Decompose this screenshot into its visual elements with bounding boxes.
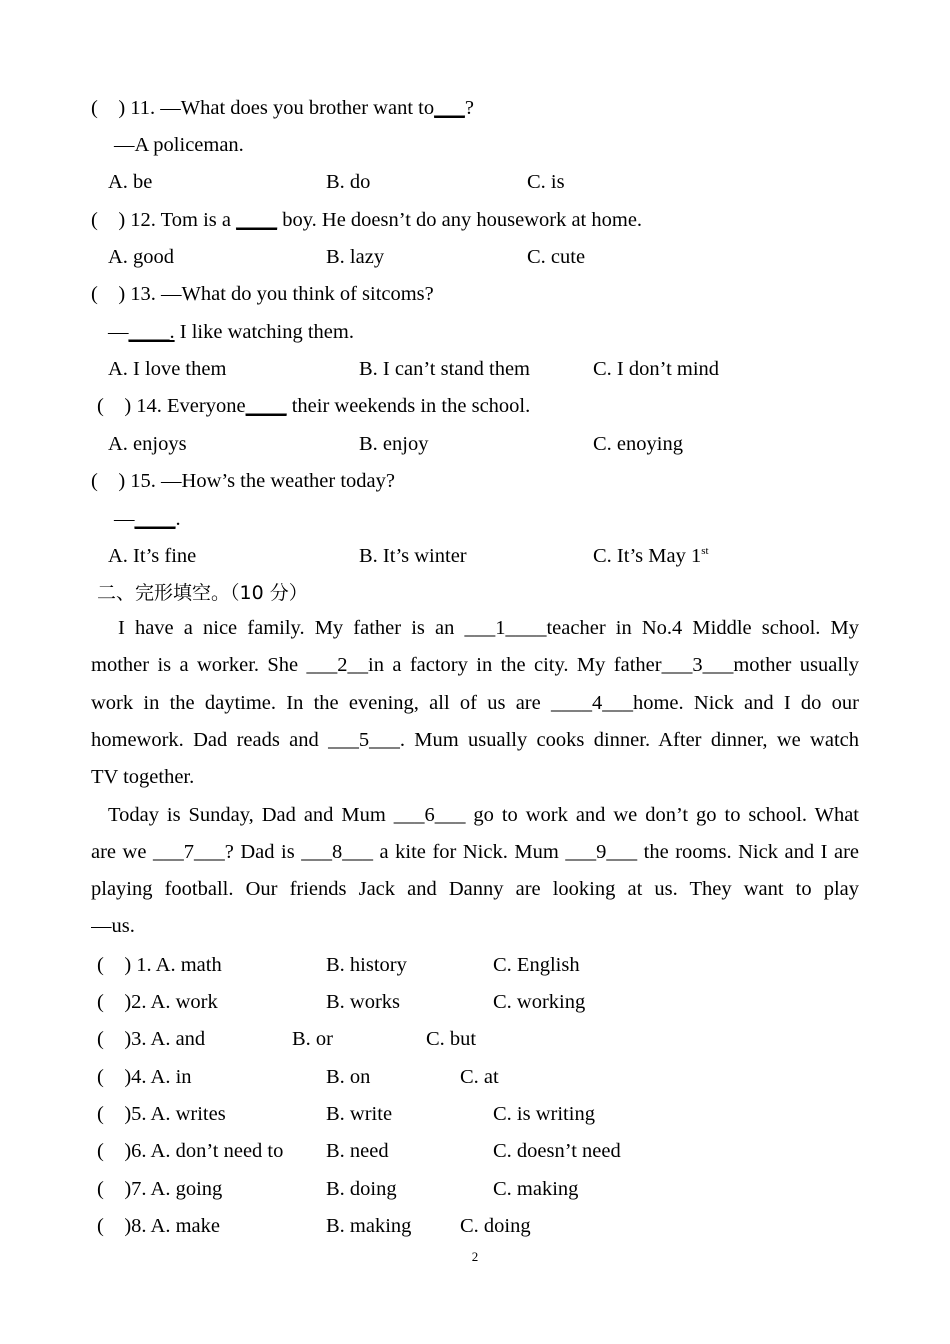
question-14: ( ) 14. Everyone____ their weekends in the school. xyxy=(97,395,531,417)
cloze-q3-option-b: B. or xyxy=(292,1028,333,1050)
question-11-option-b: B. do xyxy=(326,171,371,193)
question-12-option-b: B. lazy xyxy=(326,246,385,268)
cloze-q2: ( )2. A. work xyxy=(97,991,218,1013)
cloze-q8: ( )8. A. make xyxy=(97,1215,220,1237)
cloze-q7: ( )7. A. going xyxy=(97,1178,223,1200)
question-12-option-c: C. cute xyxy=(527,246,586,268)
question-11: ( ) 11. —What does you brother want to___? xyxy=(91,97,474,119)
question-14-option-b: B. enjoy xyxy=(359,433,429,455)
passage-line: are we ___7___? Dad is ___8___ a kite for Nick. Mum ___9___ the rooms. Nick and I are xyxy=(91,841,859,863)
question-12: ( ) 12. Tom is a ____ boy. He doesn’t do any housework at home. xyxy=(91,209,643,231)
question-11-answer: —A policeman. xyxy=(114,134,244,156)
question-11-option-c: C. is xyxy=(527,171,565,193)
passage-line: playing football. Our friends Jack and Danny are looking at us. They want to play xyxy=(91,878,859,900)
question-15-option-a: A. It’s fine xyxy=(108,545,197,567)
question-12-option-a: A. good xyxy=(108,246,175,268)
cloze-q5: ( )5. A. writes xyxy=(97,1103,226,1125)
passage-line: mother is a worker. She ___2__in a factory in the city. My father___3___mother usually xyxy=(91,654,859,676)
question-15-option-c: C. It’s May 1st xyxy=(593,545,709,567)
question-14-option-a: A. enjoys xyxy=(108,433,187,455)
question-11-option-a: A. be xyxy=(108,171,153,193)
cloze-q8-option-b: B. making xyxy=(326,1215,412,1237)
passage-line: Today is Sunday, Dad and Mum ___6___ go to work and we don’t go to school. What xyxy=(108,804,859,826)
question-13: ( ) 13. —What do you think of sitcoms? xyxy=(91,283,434,305)
question-15-answer: —____. xyxy=(114,508,181,530)
question-13-option-c: C. I don’t mind xyxy=(593,358,720,380)
cloze-q5-option-b: B. write xyxy=(326,1103,393,1125)
cloze-q4-option-c: C. at xyxy=(460,1066,499,1088)
cloze-q1-option-c: C. English xyxy=(493,954,580,976)
cloze-q4-option-b: B. on xyxy=(326,1066,371,1088)
cloze-q4: ( )4. A. in xyxy=(97,1066,192,1088)
cloze-q5-option-c: C. is writing xyxy=(493,1103,595,1125)
cloze-q3-option-c: C. but xyxy=(426,1028,477,1050)
cloze-q6-option-c: C. doesn’t need xyxy=(493,1140,621,1162)
passage-line: work in the daytime. In the evening, all of us are ____4___home. Nick and I do our xyxy=(91,692,859,714)
cloze-q2-option-b: B. works xyxy=(326,991,401,1013)
cloze-q1-option-b: B. history xyxy=(326,954,407,976)
question-15: ( ) 15. —How’s the weather today? xyxy=(91,470,395,492)
cloze-q3: ( )3. A. and xyxy=(97,1028,206,1050)
passage-line: —us. xyxy=(91,915,135,937)
page-number: 2 xyxy=(471,1249,479,1264)
question-13-option-a: A. I love them xyxy=(108,358,227,380)
cloze-q7-option-b: B. doing xyxy=(326,1178,397,1200)
cloze-q6: ( )6. A. don’t need to xyxy=(97,1140,284,1162)
question-13-option-b: B. I can’t stand them xyxy=(359,358,530,380)
cloze-q2-option-c: C. working xyxy=(493,991,586,1013)
question-13-answer: —____. I like watching them. xyxy=(108,321,354,343)
cloze-q8-option-c: C. doing xyxy=(460,1215,531,1237)
question-14-option-c: C. enoying xyxy=(593,433,683,455)
passage-line: homework. Dad reads and ___5___. Mum usually cooks dinner. After dinner, we watch xyxy=(91,729,859,751)
passage-line: TV together. xyxy=(91,766,195,788)
passage-line: I have a nice family. My father is an ___1____teacher in No.4 Middle school. My xyxy=(118,617,859,639)
cloze-q1: ( ) 1. A. math xyxy=(97,954,222,976)
section-heading: 二、完形填空。（10 分） xyxy=(97,582,308,604)
cloze-q7-option-c: C. making xyxy=(493,1178,579,1200)
cloze-q6-option-b: B. need xyxy=(326,1140,389,1162)
question-15-option-b: B. It’s winter xyxy=(359,545,467,567)
